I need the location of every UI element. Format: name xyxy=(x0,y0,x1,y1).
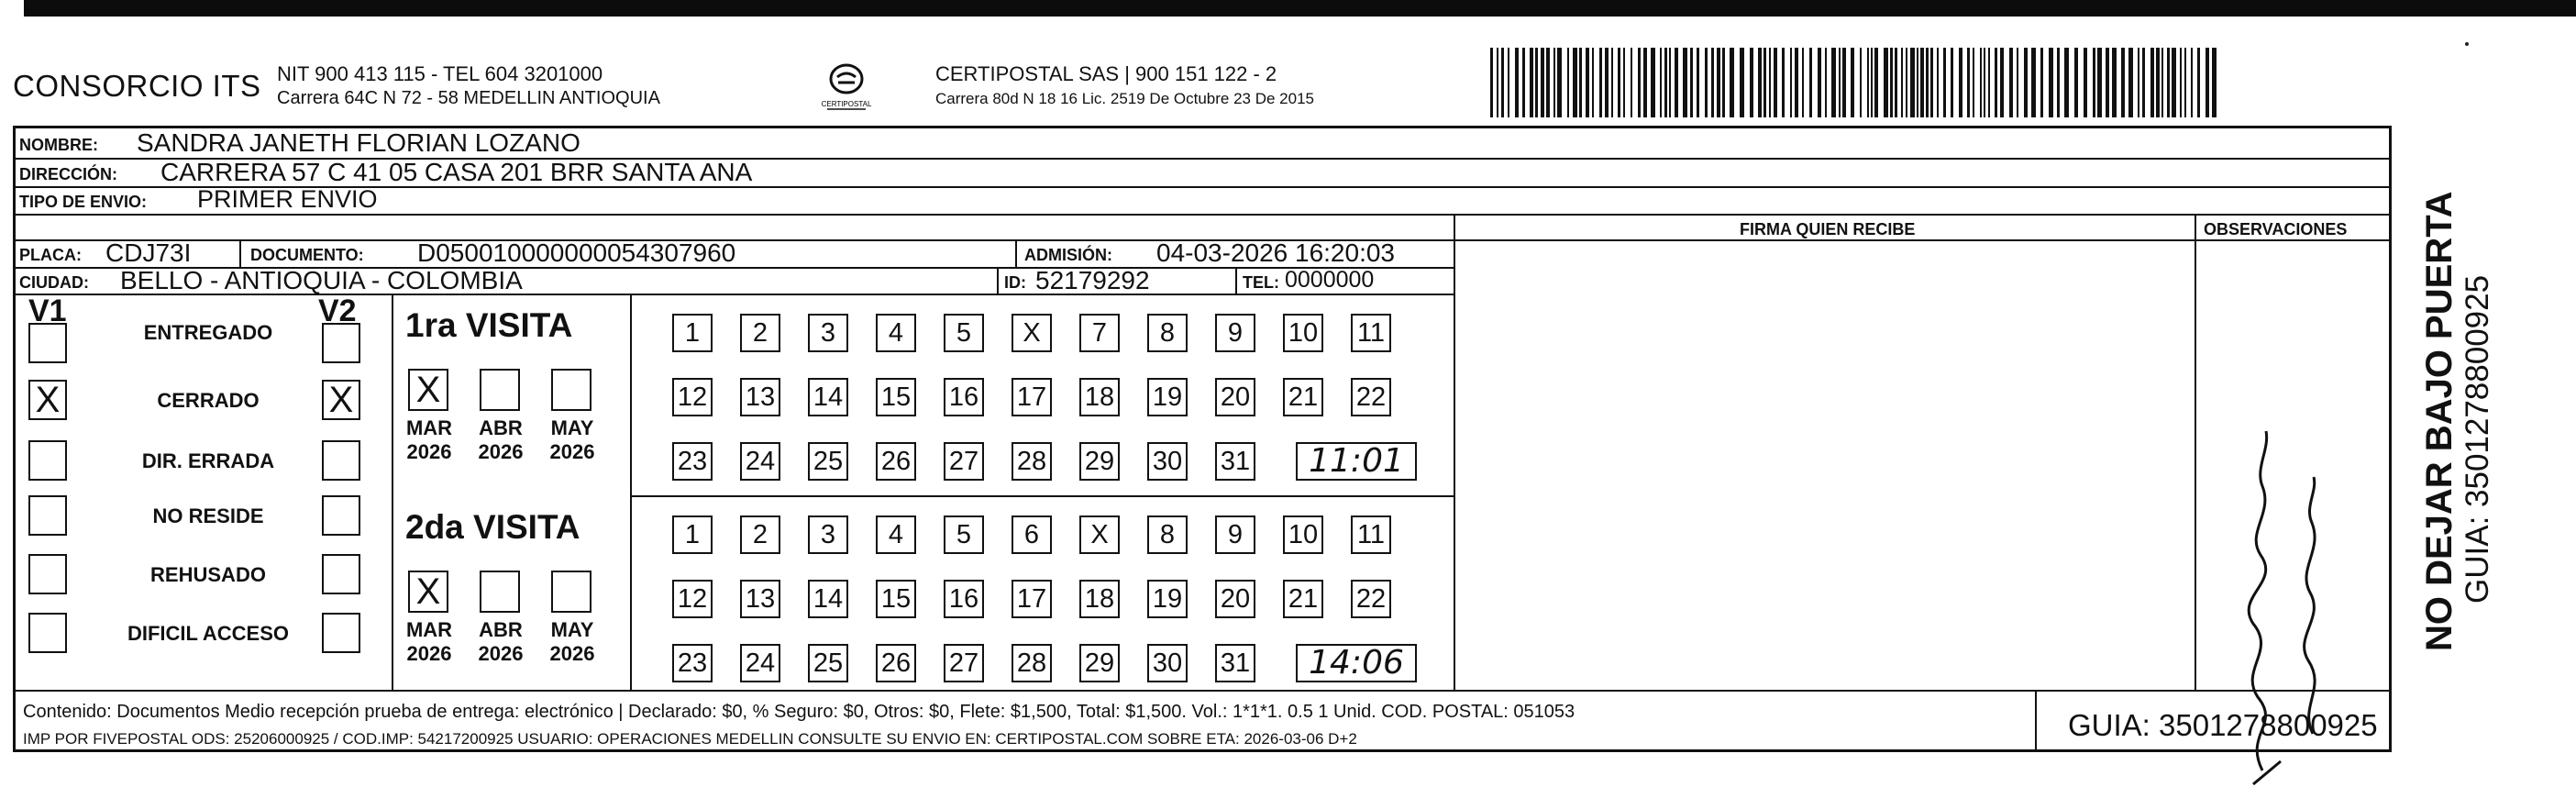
day-box[interactable]: 13 xyxy=(740,580,780,618)
rule xyxy=(2195,214,2196,690)
day-box[interactable]: 15 xyxy=(876,378,916,416)
barcode-bar xyxy=(2000,48,2004,117)
document-label: DOCUMENTO: xyxy=(250,246,364,264)
carrier-name: CERTIPOSTAL SAS | 900 151 122 - 2 xyxy=(935,62,1277,85)
plate-label: PLACA: xyxy=(19,246,82,264)
day-box[interactable]: 11 xyxy=(1351,515,1391,554)
month-year: 2026 xyxy=(549,642,595,665)
barcode-bar xyxy=(1988,48,1990,117)
barcode-bar xyxy=(1937,48,1939,117)
day-box[interactable]: 12 xyxy=(672,378,713,416)
barcode-bar xyxy=(2106,48,2109,117)
day-box[interactable]: 22 xyxy=(1351,580,1391,618)
day-box[interactable]: 1 xyxy=(672,515,713,554)
barcode-bar xyxy=(1790,48,1792,117)
month-year: 2026 xyxy=(478,440,524,463)
barcode-bar xyxy=(1884,48,1888,117)
print-info: IMP POR FIVEPOSTAL ODS: 25206000925 / COD.IMP: 54217200925 USUARIO: OPERACIONES MEDELLIN CONSULTE SU ENVIO EN: CERTIPOSTAL.COM SOBRE ETA: 2026-03-06 D+2 xyxy=(23,730,1357,748)
rule xyxy=(1015,239,1017,267)
top-black-band xyxy=(0,0,2576,17)
barcode-bar xyxy=(1980,48,1982,117)
month-year: 2026 xyxy=(549,440,595,463)
tel-value: 0000000 xyxy=(1285,267,1375,293)
ship-type: PRIMER ENVIO xyxy=(197,185,378,213)
day-box[interactable]: 28 xyxy=(1012,442,1052,481)
barcode-bar xyxy=(2156,48,2160,117)
barcode-bar xyxy=(1995,48,1997,117)
month-label xyxy=(469,618,533,666)
barcode-bar xyxy=(1717,48,1720,117)
v1-checkbox[interactable] xyxy=(28,440,67,481)
barcode-bar xyxy=(1605,48,1609,117)
document-value: D050010000000054307960 xyxy=(417,238,736,267)
barcode-bar xyxy=(1818,48,1821,117)
visit-time[interactable]: 11:01 xyxy=(1296,442,1417,481)
barcode-bar xyxy=(1643,48,1647,117)
rule xyxy=(997,267,999,294)
barcode-bar xyxy=(1839,48,1841,117)
barcode-bar xyxy=(1623,48,1625,117)
month-label xyxy=(397,618,461,666)
barcode-bar xyxy=(1730,48,1734,117)
day-box[interactable]: 24 xyxy=(740,442,780,481)
month-label xyxy=(540,416,604,464)
barcode-bar xyxy=(1599,48,1602,117)
day-box[interactable]: 8 xyxy=(1147,515,1188,554)
barcode-bar xyxy=(2191,48,2193,117)
month-year: 2026 xyxy=(478,642,524,665)
visit-time[interactable]: 14:06 xyxy=(1296,644,1417,682)
day-box[interactable]: 1 xyxy=(672,314,713,352)
barcode-bar xyxy=(1579,48,1582,117)
month-checkbox[interactable] xyxy=(551,571,591,613)
barcode-bar xyxy=(2040,48,2043,117)
v1-checkbox[interactable]: X xyxy=(28,380,67,420)
barcode-bar xyxy=(2212,48,2217,117)
rule xyxy=(2035,690,2037,749)
v2-checkbox[interactable] xyxy=(322,613,360,653)
barcode-bar xyxy=(1573,48,1577,117)
tel-label: TEL: xyxy=(1243,273,1279,292)
day-box[interactable]: 14 xyxy=(808,378,848,416)
id-label: ID: xyxy=(1004,273,1026,292)
city-label: CIUDAD: xyxy=(19,273,89,292)
barcode-bar xyxy=(1860,48,1862,117)
barcode-bar xyxy=(2017,48,2018,117)
barcode-bar xyxy=(1951,48,1953,117)
status-option-label: ENTREGADO xyxy=(143,321,273,344)
barcode-bar xyxy=(1638,48,1641,117)
day-box[interactable]: 11 xyxy=(1351,314,1391,352)
month-checkbox[interactable] xyxy=(480,369,520,411)
barcode-bar xyxy=(1690,48,1693,117)
day-box[interactable]: 3 xyxy=(808,515,848,554)
barcode-bar xyxy=(1675,48,1678,117)
guide-form xyxy=(13,126,2392,752)
barcode-bar xyxy=(1782,48,1785,117)
barcode-bar xyxy=(1871,48,1873,117)
day-box[interactable]: 19 xyxy=(1147,580,1188,618)
signature-column-header: FIRMA QUIEN RECIBE xyxy=(1740,220,1916,238)
barcode-bar xyxy=(1508,48,1509,117)
barcode-bar xyxy=(1758,48,1762,117)
day-box[interactable]: 27 xyxy=(944,442,984,481)
barcode-bar xyxy=(1831,48,1836,117)
day-box[interactable]: 29 xyxy=(1079,442,1120,481)
barcode-bar xyxy=(1722,48,1725,117)
barcode-bar xyxy=(1984,48,1985,117)
barcode-bar xyxy=(1930,48,1933,117)
barcode-bar xyxy=(1611,48,1613,117)
day-box[interactable]: X xyxy=(1079,515,1120,554)
v2-checkbox[interactable]: X xyxy=(322,380,360,420)
barcode-bar xyxy=(2142,48,2145,117)
day-box[interactable]: 27 xyxy=(944,644,984,682)
month-year: 2026 xyxy=(406,642,452,665)
day-box[interactable]: 14 xyxy=(808,580,848,618)
day-box[interactable]: 9 xyxy=(1215,515,1255,554)
day-box[interactable]: 18 xyxy=(1079,580,1120,618)
visit-title: 1ra VISITA xyxy=(405,306,573,344)
barcode-bar xyxy=(2161,48,2163,117)
barcode-bar xyxy=(2064,48,2069,117)
carrier-address: Carrera 80d N 18 16 Lic. 2519 De Octubre 23 De 2015 xyxy=(935,90,1314,107)
barcode-bar xyxy=(1490,48,1493,117)
guide-number-footer: GUIA: 3501278800925 xyxy=(2068,708,2378,742)
day-box[interactable]: 26 xyxy=(876,442,916,481)
day-box[interactable]: 20 xyxy=(1215,378,1255,416)
v2-header: V2 xyxy=(318,294,357,328)
barcode-bar xyxy=(1553,48,1555,117)
guide-number-side: GUIA: 3501278800925 xyxy=(2460,274,2495,604)
barcode-bar xyxy=(2167,48,2170,117)
barcode-bar xyxy=(1651,48,1655,117)
barcode-bar xyxy=(1943,48,1946,117)
rule xyxy=(1454,214,1455,690)
v2-checkbox[interactable] xyxy=(322,440,360,481)
barcode-bar xyxy=(2138,48,2139,117)
month-name: ABR xyxy=(479,416,523,439)
barcode-bar xyxy=(1592,48,1594,117)
company-name: CONSORCIO ITS xyxy=(13,69,261,103)
logo-text: CERTIPOSTAL xyxy=(821,100,872,108)
day-box[interactable]: 30 xyxy=(1147,644,1188,682)
v1-checkbox[interactable] xyxy=(28,495,67,536)
day-box[interactable]: 6 xyxy=(1012,515,1052,554)
rule xyxy=(392,294,393,690)
barcode-bar xyxy=(1683,48,1687,117)
month-label xyxy=(540,618,604,666)
day-box[interactable]: 2 xyxy=(740,515,780,554)
barcode-bar xyxy=(2112,48,2117,117)
band-notch xyxy=(0,0,24,17)
day-box[interactable]: 17 xyxy=(1012,378,1052,416)
barcode-bar xyxy=(2206,48,2209,117)
barcode-bar xyxy=(1842,48,1846,117)
day-box[interactable]: 23 xyxy=(672,442,713,481)
day-box[interactable]: 29 xyxy=(1079,644,1120,682)
rule xyxy=(16,690,2389,692)
barcode-bar xyxy=(1973,48,1974,117)
month-checkbox[interactable]: X xyxy=(408,571,448,613)
day-box[interactable]: 21 xyxy=(1283,580,1323,618)
barcode-bar xyxy=(1697,48,1699,117)
barcode-bar xyxy=(1809,48,1812,117)
barcode-bar xyxy=(1546,48,1550,117)
barcode-bar xyxy=(1901,48,1903,117)
day-box[interactable]: 5 xyxy=(944,314,984,352)
barcode-bar xyxy=(1895,48,1897,117)
barcode-bar xyxy=(1557,48,1562,117)
barcode-bar xyxy=(2197,48,2200,117)
status-option-label: REHUSADO xyxy=(150,563,266,586)
recipient-address: CARRERA 57 C 41 05 CASA 201 BRR SANTA ANA xyxy=(160,158,753,186)
barcode-bar xyxy=(2093,48,2095,117)
v2-checkbox[interactable] xyxy=(322,554,360,594)
barcode-bar xyxy=(1586,48,1589,117)
barcode-bar xyxy=(1530,48,1533,117)
barcode-bar xyxy=(2031,48,2036,117)
barcode-bar xyxy=(2184,48,2186,117)
month-label xyxy=(397,416,461,464)
barcode-bar xyxy=(2024,48,2028,117)
scan-speck xyxy=(2465,42,2469,46)
barcode-bar xyxy=(1920,48,1924,117)
admission-value: 04-03-2026 16:20:03 xyxy=(1156,238,1395,267)
observations-column-header: OBSERVACIONES xyxy=(2204,220,2348,238)
barcode-bar xyxy=(2121,48,2125,117)
month-checkbox[interactable] xyxy=(480,571,520,613)
day-box[interactable]: 10 xyxy=(1283,515,1323,554)
visit-title: 2da VISITA xyxy=(405,508,580,546)
barcode-bar xyxy=(1660,48,1662,117)
v1-checkbox[interactable] xyxy=(28,554,67,594)
day-box[interactable]: 7 xyxy=(1079,314,1120,352)
v1-header: V1 xyxy=(28,294,67,328)
day-box[interactable]: 20 xyxy=(1215,580,1255,618)
day-box[interactable]: 19 xyxy=(1147,378,1188,416)
day-box[interactable]: 28 xyxy=(1012,644,1052,682)
day-box[interactable]: 25 xyxy=(808,442,848,481)
certipostal-logo xyxy=(814,61,879,112)
day-box[interactable]: 31 xyxy=(1215,644,1255,682)
status-option-label: DIR. ERRADA xyxy=(141,449,275,472)
barcode-bar xyxy=(1669,48,1671,117)
day-box[interactable]: 4 xyxy=(876,314,916,352)
barcode-bar xyxy=(2097,48,2102,117)
barcode-bar xyxy=(1535,48,1538,117)
barcode-bar xyxy=(2057,48,2060,117)
day-box[interactable]: 16 xyxy=(944,580,984,618)
rule xyxy=(630,495,1454,497)
rule xyxy=(1235,267,1237,294)
day-box[interactable]: 9 xyxy=(1215,314,1255,352)
month-name: MAY xyxy=(550,416,594,439)
barcode-bar xyxy=(2180,48,2182,117)
barcode-bar xyxy=(1769,48,1771,117)
city-value: BELLO - ANTIOQUIA - COLOMBIA xyxy=(120,266,523,294)
day-box[interactable]: 16 xyxy=(944,378,984,416)
day-box[interactable]: 3 xyxy=(808,314,848,352)
barcode-bar xyxy=(1501,48,1504,117)
day-box[interactable]: 31 xyxy=(1215,442,1255,481)
barcode-bar xyxy=(1926,48,1929,117)
month-year: 2026 xyxy=(406,440,452,463)
barcode-bar xyxy=(1711,48,1714,117)
day-box[interactable]: X xyxy=(1012,314,1052,352)
day-box[interactable]: 8 xyxy=(1147,314,1188,352)
barcode-bar xyxy=(1825,48,1827,117)
company-nit: NIT 900 413 115 - TEL 604 3201000 xyxy=(277,62,603,85)
day-box[interactable]: 18 xyxy=(1079,378,1120,416)
barcode-bar xyxy=(1906,48,1907,117)
barcode-bar xyxy=(1567,48,1569,117)
day-box[interactable]: 12 xyxy=(672,580,713,618)
barcode-bar xyxy=(1522,48,1525,117)
no-under-door-notice: NO DEJAR BAJO PUERTA xyxy=(2419,191,2460,651)
barcode-bar xyxy=(1631,48,1632,117)
day-box[interactable]: 26 xyxy=(876,644,916,682)
content-summary: Contenido: Documentos Medio recepción prueba de entrega: electrónico | Declarado: $0, % Seguro: $0, Otros: $0, Flete: $1,500, Total: $1,500. Vol.: 1*1*1. 0.5 1 Unid. COD. POSTAL: 051053 xyxy=(23,702,1575,722)
barcode-bar xyxy=(1910,48,1915,117)
month-name: MAY xyxy=(550,618,594,641)
barcode-bar xyxy=(1541,48,1544,117)
status-option-label: NO RESIDE xyxy=(152,504,264,527)
barcode-bar xyxy=(1618,48,1620,117)
day-box[interactable]: 2 xyxy=(740,314,780,352)
day-box[interactable]: 17 xyxy=(1012,580,1052,618)
barcode-bar xyxy=(1917,48,1918,117)
barcode-bar xyxy=(2150,48,2154,117)
barcode-bar xyxy=(1750,48,1753,117)
day-box[interactable]: 5 xyxy=(944,515,984,554)
day-box[interactable]: 30 xyxy=(1147,442,1188,481)
side-notice-rotated xyxy=(2419,191,2496,651)
v1-checkbox[interactable] xyxy=(28,323,67,363)
address-label: DIRECCIÓN: xyxy=(19,165,117,183)
barcode-bar xyxy=(1867,48,1869,117)
rule xyxy=(16,214,2389,216)
month-name: MAR xyxy=(405,618,453,641)
day-box[interactable]: 21 xyxy=(1283,378,1323,416)
rule xyxy=(239,239,241,267)
barcode-bar xyxy=(1890,48,1893,117)
day-box[interactable]: 13 xyxy=(740,378,780,416)
day-box[interactable]: 24 xyxy=(740,644,780,682)
barcode-bar xyxy=(1705,48,1708,117)
day-box[interactable]: 4 xyxy=(876,515,916,554)
barcode-bar xyxy=(1874,48,1878,117)
barcode-bar xyxy=(1959,48,1962,117)
barcode-bar xyxy=(1795,48,1798,117)
barcode-bar xyxy=(2074,48,2078,117)
barcode-bar xyxy=(1851,48,1854,117)
day-box[interactable]: 15 xyxy=(876,580,916,618)
day-box[interactable]: 25 xyxy=(808,644,848,682)
day-box[interactable]: 10 xyxy=(1283,314,1323,352)
side-notice xyxy=(2419,138,2495,651)
plate-value: CDJ73I xyxy=(105,238,192,267)
barcode-bar xyxy=(2128,48,2133,117)
barcode-bar xyxy=(1802,48,1804,117)
barcode-bar xyxy=(1740,48,1744,117)
barcode-bar xyxy=(2172,48,2176,117)
month-checkbox[interactable]: X xyxy=(408,369,448,411)
v2-checkbox[interactable] xyxy=(322,323,360,363)
barcode-bar xyxy=(1515,48,1519,117)
month-checkbox[interactable] xyxy=(551,369,591,411)
status-option-label: DIFICIL ACCESO xyxy=(127,622,289,645)
barcode-bar xyxy=(1774,48,1777,117)
day-box[interactable]: 22 xyxy=(1351,378,1391,416)
rule xyxy=(630,294,632,690)
ship-type-label: TIPO DE ENVIO: xyxy=(19,193,148,211)
barcode-bar xyxy=(1664,48,1667,117)
barcode-bar xyxy=(2049,48,2053,117)
barcode-bar xyxy=(2084,48,2087,117)
v1-checkbox[interactable] xyxy=(28,613,67,653)
recipient-name: SANDRA JANETH FLORIAN LOZANO xyxy=(137,128,580,157)
month-name: MAR xyxy=(405,416,453,439)
barcode-bar xyxy=(2009,48,2013,117)
barcode-bar xyxy=(1497,48,1498,117)
tracking-barcode xyxy=(1490,48,2220,117)
day-box[interactable]: 23 xyxy=(672,644,713,682)
name-label: NOMBRE: xyxy=(19,136,98,154)
admission-label: ADMISIÓN: xyxy=(1024,246,1112,264)
month-name: ABR xyxy=(479,618,523,641)
month-label xyxy=(469,416,533,464)
barcode-bar xyxy=(1967,48,1970,117)
status-option-label: CERRADO xyxy=(157,389,260,412)
v2-checkbox[interactable] xyxy=(322,495,360,536)
barcode-bar xyxy=(1763,48,1766,117)
company-address: Carrera 64C N 72 - 58 MEDELLIN ANTIOQUIA xyxy=(277,88,660,108)
rule xyxy=(1454,239,2389,241)
id-value: 52179292 xyxy=(1035,266,1150,294)
